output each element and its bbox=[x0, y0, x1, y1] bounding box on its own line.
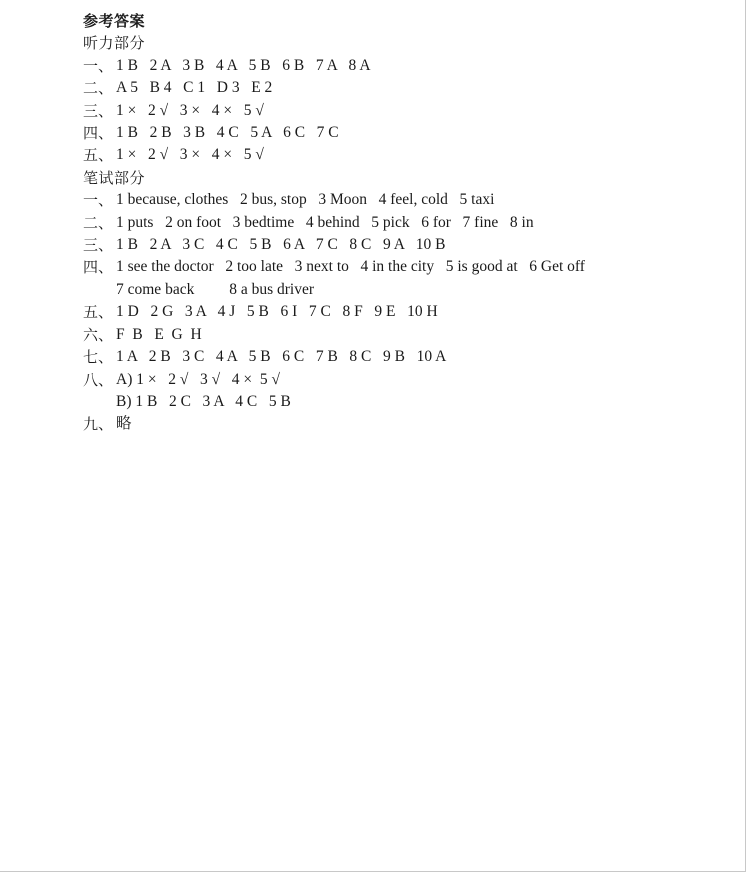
writing-row-4-continuation: 7 come back 8 a bus driver bbox=[116, 280, 314, 298]
listening-row-4 bbox=[83, 122, 723, 144]
row-number: 三、 bbox=[83, 236, 114, 255]
row-number: 六、 bbox=[83, 325, 114, 344]
row-number: 二、 bbox=[83, 213, 114, 232]
listening-row-1 bbox=[83, 55, 723, 77]
row-answers: 1 × 2 √ 3 × 4 × 5 √ bbox=[116, 146, 264, 164]
writing-row-3 bbox=[83, 234, 723, 256]
writing-row-1 bbox=[83, 189, 723, 211]
writing-row-5 bbox=[83, 301, 723, 323]
row-answers: 1 because, clothes 2 bus, stop 3 Moon 4 feel, cold 5 taxi bbox=[116, 191, 495, 209]
writing-row-6 bbox=[83, 324, 723, 346]
row-answers: A 5 B 4 C 1 D 3 E 2 bbox=[116, 79, 273, 97]
writing-heading: 笔试部分 bbox=[83, 168, 146, 187]
writing-row-8-continuation: B) 1 B 2 C 3 A 4 C 5 B bbox=[116, 392, 291, 410]
answer-key bbox=[83, 10, 723, 436]
row-answers: F B E G H bbox=[116, 325, 202, 343]
row-number: 五、 bbox=[83, 303, 114, 322]
row-answers: 1 A 2 B 3 C 4 A 5 B 6 C 7 B 8 C 9 B 10 A bbox=[116, 348, 447, 366]
page-title: 参考答案 bbox=[83, 12, 146, 30]
row-number: 九、 bbox=[83, 415, 114, 434]
listening-row-2 bbox=[83, 77, 723, 99]
row-answers: 1 B 2 A 3 C 4 C 5 B 6 A 7 C 8 C 9 A 10 B bbox=[116, 236, 446, 254]
row-number: 四、 bbox=[83, 258, 114, 277]
writing-row-2 bbox=[83, 212, 723, 234]
row-answers: 略 bbox=[116, 415, 132, 433]
row-number: 八、 bbox=[83, 370, 114, 389]
listening-row-5 bbox=[83, 144, 723, 166]
listening-row-3 bbox=[83, 100, 723, 122]
row-answers: 1 B 2 A 3 B 4 A 5 B 6 B 7 A 8 A bbox=[116, 56, 371, 74]
writing-row-4 bbox=[83, 256, 723, 278]
row-number: 七、 bbox=[83, 348, 114, 367]
row-answers: 1 B 2 B 3 B 4 C 5 A 6 C 7 C bbox=[116, 124, 339, 142]
listening-heading: 听力部分 bbox=[83, 34, 146, 53]
row-number: 四、 bbox=[83, 124, 114, 143]
row-answers: 1 × 2 √ 3 × 4 × 5 √ bbox=[116, 101, 264, 119]
writing-row-7 bbox=[83, 346, 723, 368]
row-answers: 1 puts 2 on foot 3 bedtime 4 behind 5 pick 6 for 7 fine 8 in bbox=[116, 213, 534, 231]
writing-row-8 bbox=[83, 369, 723, 391]
row-answers: 1 see the doctor 2 too late 3 next to 4 in the city 5 is good at 6 Get off bbox=[116, 258, 585, 276]
row-number: 一、 bbox=[83, 191, 114, 210]
row-number: 五、 bbox=[83, 146, 114, 165]
row-number: 一、 bbox=[83, 56, 114, 75]
row-number: 二、 bbox=[83, 79, 114, 98]
row-number: 三、 bbox=[83, 101, 114, 120]
row-answers: A) 1 × 2 √ 3 √ 4 × 5 √ bbox=[116, 370, 280, 388]
writing-row-9 bbox=[83, 413, 723, 435]
row-answers: 1 D 2 G 3 A 4 J 5 B 6 I 7 C 8 F 9 E 10 H bbox=[116, 303, 438, 321]
